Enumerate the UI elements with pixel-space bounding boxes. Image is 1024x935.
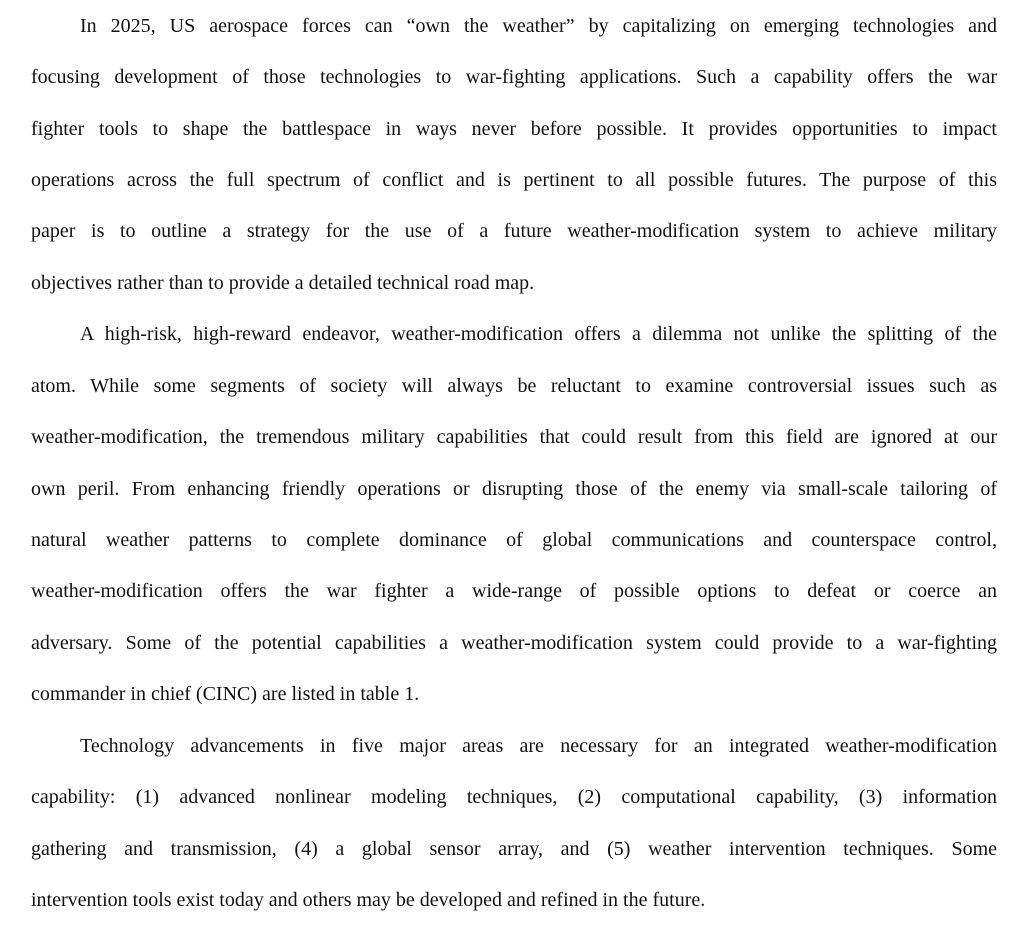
paragraph-2-line-7: adversary. Some of the potential capabilities a weather-modification system could provide to a war-fighting <box>31 632 997 654</box>
paragraph-1-line-4: operations across the full spectrum of conflict and is pertinent to all possible futures. The purpose of this <box>31 169 997 191</box>
paragraph-1-line-2: focusing development of those technologies to war-fighting applications. Such a capability offers the war <box>31 66 997 88</box>
paragraph-1-line-1: In 2025, US aerospace forces can “own the weather” by capitalizing on emerging technologies and <box>80 15 997 37</box>
paragraph-3-line-3: gathering and transmission, (4) a global sensor array, and (5) weather intervention techniques. Some <box>31 838 997 860</box>
paragraph-3-line-4: intervention tools exist today and others may be developed and refined in the future. <box>31 889 706 911</box>
paragraph-2-line-5: natural weather patterns to complete dominance of global communications and counterspace control, <box>31 529 997 551</box>
paragraph-2-line-6: weather-modification offers the war fighter a wide-range of possible options to defeat or coerce an <box>31 580 997 602</box>
paragraph-2-line-8: commander in chief (CINC) are listed in table 1. <box>31 683 420 705</box>
paragraph-2-line-3: weather-modification, the tremendous military capabilities that could result from this field are ignored at our <box>31 426 997 448</box>
paragraph-1-line-6: objectives rather than to provide a detailed technical road map. <box>31 272 535 294</box>
paragraph-2-line-2: atom. While some segments of society will always be reluctant to examine controversial issues such as <box>31 375 997 397</box>
paragraph-2-line-1: A high-risk, high-reward endeavor, weather-modification offers a dilemma not unlike the splitting of the <box>80 323 997 345</box>
paragraph-1-line-3: fighter tools to shape the battlespace in ways never before possible. It provides opportunities to impact <box>31 118 997 140</box>
paragraph-3-line-2: capability: (1) advanced nonlinear modeling techniques, (2) computational capability, (3) information <box>31 786 997 808</box>
paragraph-3-line-1: Technology advancements in five major areas are necessary for an integrated weather-modification <box>80 735 997 757</box>
paragraph-2-line-4: own peril. From enhancing friendly operations or disrupting those of the enemy via small-scale tailoring of <box>31 478 997 500</box>
paragraph-1-line-5: paper is to outline a strategy for the use of a future weather-modification system to achieve military <box>31 220 997 242</box>
